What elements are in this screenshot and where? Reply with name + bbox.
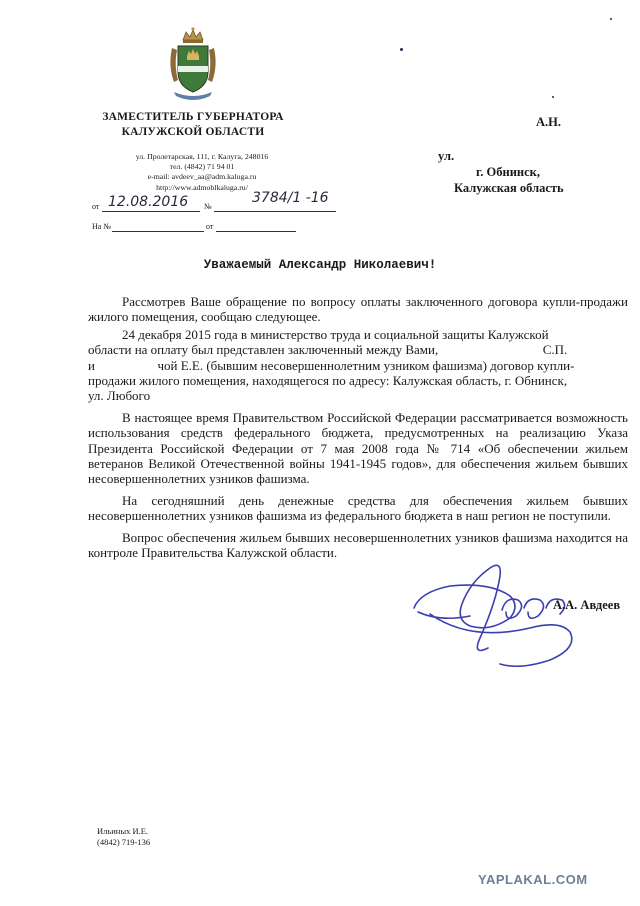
paragraph-2 xyxy=(88,327,628,404)
reply-number-underline xyxy=(112,231,204,232)
recipient-street: ул. xyxy=(438,149,455,163)
paragraph-2-line-5: ул. Любого xyxy=(88,388,151,404)
paragraph-3: В настоящее время Правительством Российской Федерации рассматривается возможность использования средств федерального бюджета, предусмотренных на реализацию Указа Президента Российской Федерации от 7 мая 2008 года № 714 «Об обеспечении жильем ветеранов Великой Отечественной войны 1941-1945 годов», для обеспечения жильем бывших несовершеннолетних узников фашизма. xyxy=(88,409,628,487)
reg-number-underline xyxy=(214,211,336,212)
reg-date-underline xyxy=(102,211,200,212)
paragraph-1: Рассмотрев Ваше обращение по вопросу оплаты заключенного договора купли-продажи жилого помещения, сообщаю следующее. xyxy=(88,294,628,325)
reply-date-underline xyxy=(216,231,296,232)
issuer-title: ЗАМЕСТИТЕЛЬ ГУБЕРНАТОРА xyxy=(102,111,284,123)
greeting: Уважаемый Александр Николаевич! xyxy=(203,258,437,272)
reg-from-label: от xyxy=(92,202,100,211)
paragraph-2-line-2 xyxy=(88,342,567,357)
reply-from-label: от xyxy=(206,222,214,231)
contact-site: http://www.admoblkaluga.ru/ xyxy=(156,182,248,192)
recipient-region: Калужская область xyxy=(454,181,564,195)
reg-date-handwritten: 12.08.2016 xyxy=(108,194,189,210)
contact-phone: тел. (4842) 71 94 01 xyxy=(169,162,235,172)
paragraph-5: Вопрос обеспечения жильем бывших несовершеннолетних узников фашизма находится на контроле Правительства Калужской области. xyxy=(88,529,628,561)
reply-line xyxy=(92,222,302,234)
contact-email: e-mail: avdeev_aa@adm.kaluga.ru xyxy=(147,172,257,182)
signatory-name: А.А. Авдеев xyxy=(553,598,621,612)
paragraph-2-line-1: 24 декабря 2015 года в министерство труда и социальной защиты Калужской xyxy=(122,326,549,342)
reg-number-label: № xyxy=(204,202,212,211)
footer-executor xyxy=(97,826,150,848)
contacts-block xyxy=(112,152,292,193)
paragraph-4: На сегодняшний день денежные средства для обеспечения жильем бывших несовершеннолетних узников фашизма из федерального бюджета в наш регион не поступили. xyxy=(88,492,628,524)
paragraph-2-line-3 xyxy=(88,358,574,373)
letter-body xyxy=(88,294,628,563)
issuer-block xyxy=(88,110,298,140)
paragraph-2-initials: С.П. xyxy=(542,342,568,358)
paragraph-2-conjunction: и xyxy=(88,357,95,373)
executor-phone: (4842) 719-136 xyxy=(97,837,151,847)
paragraph-2-line-3-text: чой Е.Е. (бывшим несовершеннолетним узником фашизма) договор купли- xyxy=(157,357,575,373)
executor-name: Ильиных И.Е. xyxy=(97,826,149,836)
reg-number-handwritten: 3784/1 -16 xyxy=(252,190,329,206)
watermark: YAPLAKAL.COM xyxy=(478,872,588,887)
registration-line xyxy=(92,190,342,214)
paragraph-2-line-2-text: области на оплату был представлен заключенный между Вами, xyxy=(88,342,439,358)
recipient-initials: А.Н. xyxy=(536,115,561,129)
ink-mark xyxy=(610,18,612,20)
paragraph-2-line-4: продажи жилого помещения, находящегося по адресу: Калужская область, г. Обнинск, xyxy=(88,373,568,389)
ink-mark xyxy=(552,96,554,98)
ink-mark xyxy=(400,48,403,51)
coat-of-arms-icon xyxy=(166,26,220,102)
issuer-region: КАЛУЖСКОЙ ОБЛАСТИ xyxy=(121,126,265,138)
contact-address: ул. Пролетарская, 111, г. Калуга, 248016 xyxy=(135,152,269,161)
recipient-city: г. Обнинск, xyxy=(476,165,540,179)
reply-number-label: На № xyxy=(92,222,111,231)
